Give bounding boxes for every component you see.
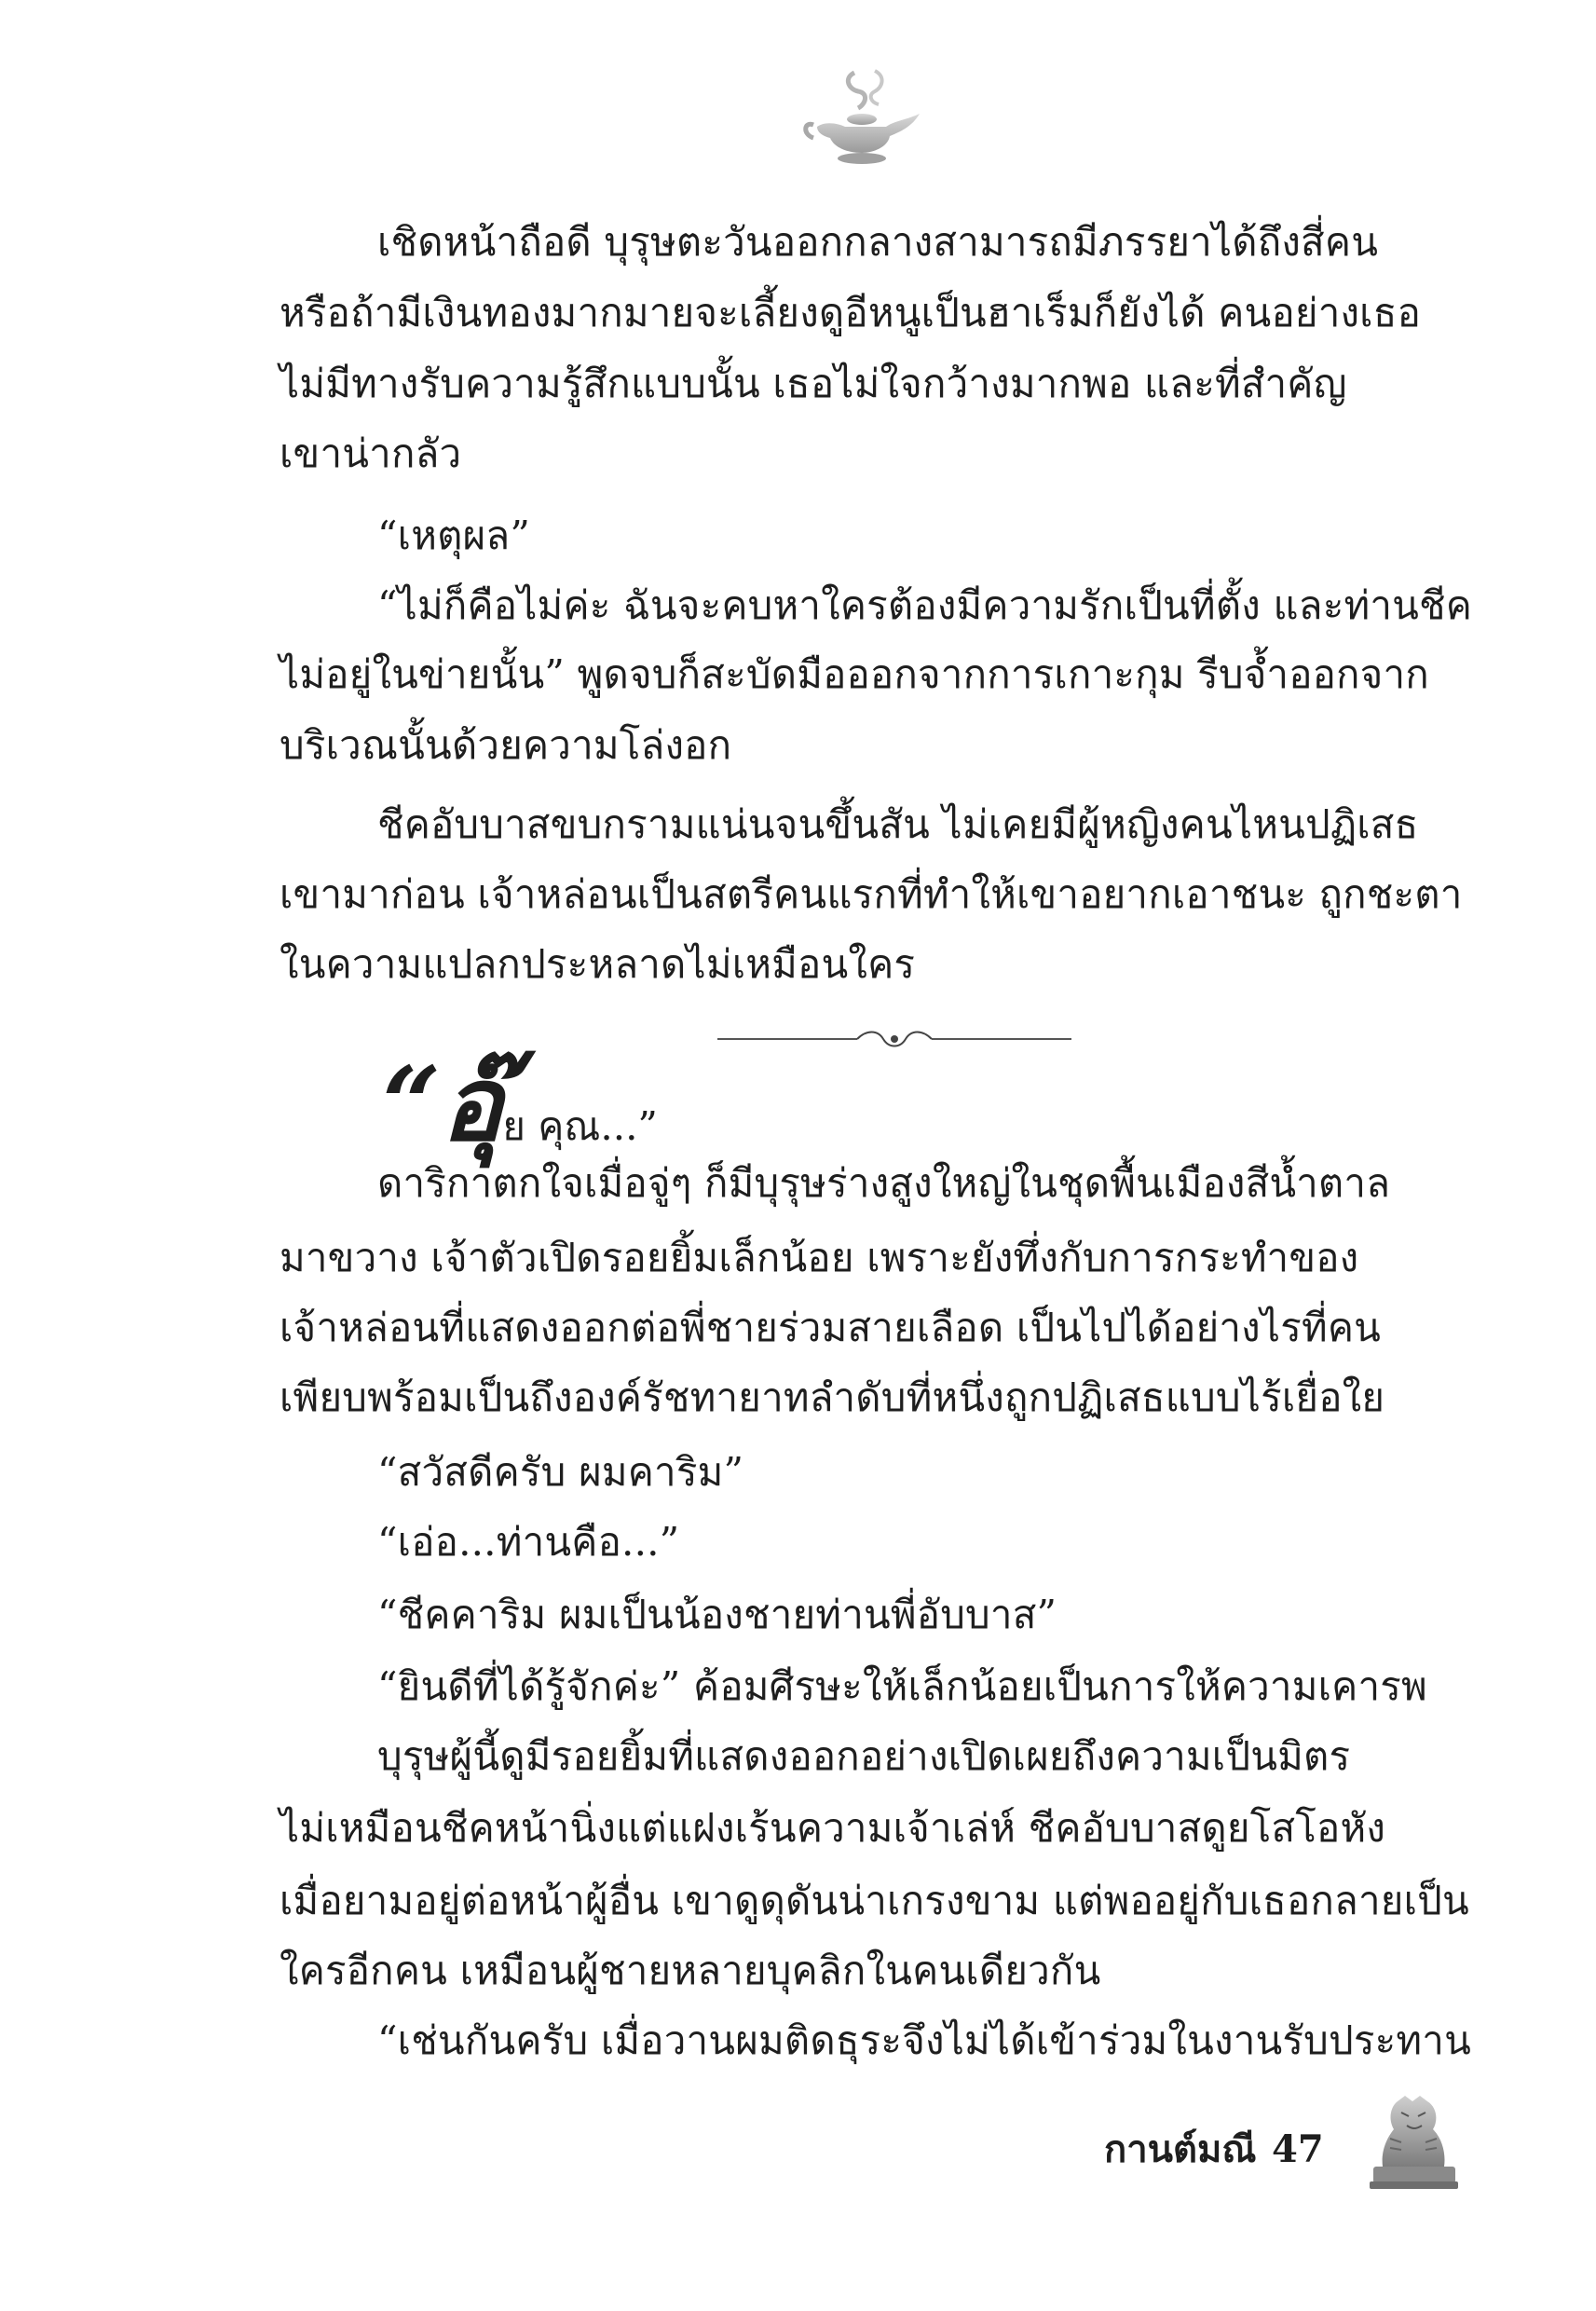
text-line: เขามาก่อน เจ้าหล่อนเป็นสตรีคนแรกที่ทำให้เขาอยากเอาชนะ ถูกชะตา bbox=[280, 871, 1463, 917]
text-line: เพียบพร้อมเป็นถึงองค์รัชทายาทลำดับที่หนึ่งถูกปฏิเสธแบบไร้เยื่อใย bbox=[280, 1374, 1385, 1420]
text-line: “ยินดีที่ได้รู้จักค่ะ” ค้อมศีรษะให้เล็กน้อยเป็นการให้ความเคารพ bbox=[377, 1663, 1427, 1709]
text-line: “เช่นกันครับ เมื่อวานผมติดธุระจึงไม่ได้เข้าร่วมในงานรับประทาน bbox=[377, 2017, 1471, 2063]
text-line: บุรุษผู้นี้ดูมีรอยยิ้มที่แสดงออกอย่างเปิดเผยถึงความเป็นมิตร bbox=[377, 1733, 1351, 1779]
text-line: ไม่มีทางรับความรู้สึกแบบนั้น เธอไม่ใจกว้างมากพอ และที่สำคัญ bbox=[280, 361, 1347, 406]
ornament-divider-icon bbox=[717, 1025, 1071, 1053]
text-line: “ไม่ก็คือไม่ค่ะ ฉันจะคบหาใครต้องมีความรักเป็นที่ตั้ง และท่านชีค bbox=[377, 582, 1473, 628]
text-line: เจ้าหล่อนที่แสดงออกต่อพี่ชายร่วมสายเลือด เป็นไปได้อย่างไรที่คน bbox=[280, 1305, 1382, 1350]
text-line: เมื่อยามอยู่ต่อหน้าผู้อื่น เขาดูดุดันน่าเกรงขาม แต่พออยู่กับเธอกลายเป็น bbox=[280, 1878, 1469, 1923]
text-line: มาขวาง เจ้าตัวเปิดรอยยิ้มเล็กน้อย เพราะยังทึ่งกับการกระทำของ bbox=[280, 1235, 1359, 1280]
text-line: “เอ่อ...ท่านคือ...” bbox=[377, 1519, 680, 1565]
text-line: ใครอีกคน เหมือนผู้ชายหลายบุคลิกในคนเดียวกัน bbox=[280, 1948, 1101, 1993]
text-line: หรือถ้ามีเงินทองมากมายจะเลี้ยงดูอีหนูเป็นฮาเร็มก็ยังได้ คนอย่างเธอ bbox=[280, 290, 1422, 335]
text-line: ไม่อยู่ในข่ายนั้น” พูดจบก็สะบัดมือออกจากการเกาะกุม รีบจ้ำออกจาก bbox=[280, 651, 1429, 697]
text-line: “เหตุผล” bbox=[377, 513, 531, 558]
footer-author: กานต์มณี bbox=[1104, 2127, 1257, 2171]
text-line: บริเวณนั้นด้วยความโล่งอก bbox=[280, 722, 732, 768]
text-line: ชีคอับบาสขบกรามแน่นจนขึ้นสัน ไม่เคยมีผู้หญิงคนไหนปฏิเสธ bbox=[377, 801, 1419, 847]
text-line: เขาน่ากลัว bbox=[280, 431, 462, 476]
text-line: เชิดหน้าถือดี บุรุษตะวันออกกลางสามารถมีภรรยาได้ถึงสี่คน bbox=[377, 219, 1379, 265]
tiger-icon bbox=[1370, 2092, 1458, 2190]
text-line: ดาริกาตกใจเมื่อจู่ๆ ก็มีบุรุษร่างสูงใหญ่ในชุดพื้นเมืองสีน้ำตาล bbox=[377, 1160, 1391, 1206]
text-line: ไม่เหมือนชีคหน้านิ่งแต่แฝงเร้นความเจ้าเล่ห์ ชีคอับบาสดูยโสโอหัง bbox=[280, 1805, 1386, 1851]
genie-lamp-icon bbox=[797, 65, 927, 168]
text-line: “ชีคคาริม ผมเป็นน้องชายท่านพี่อับบาส” bbox=[377, 1592, 1057, 1637]
drop-cap-rest: ย คุณ...” bbox=[502, 1103, 658, 1149]
page-number: 47 bbox=[1272, 2127, 1324, 2171]
text-line: “สวัสดีครับ ผมคาริม” bbox=[377, 1449, 744, 1495]
text-line: ในความแปลกประหลาดไม่เหมือนใคร bbox=[280, 941, 916, 987]
drop-cap-initial: “อุ๊ bbox=[382, 1044, 503, 1164]
